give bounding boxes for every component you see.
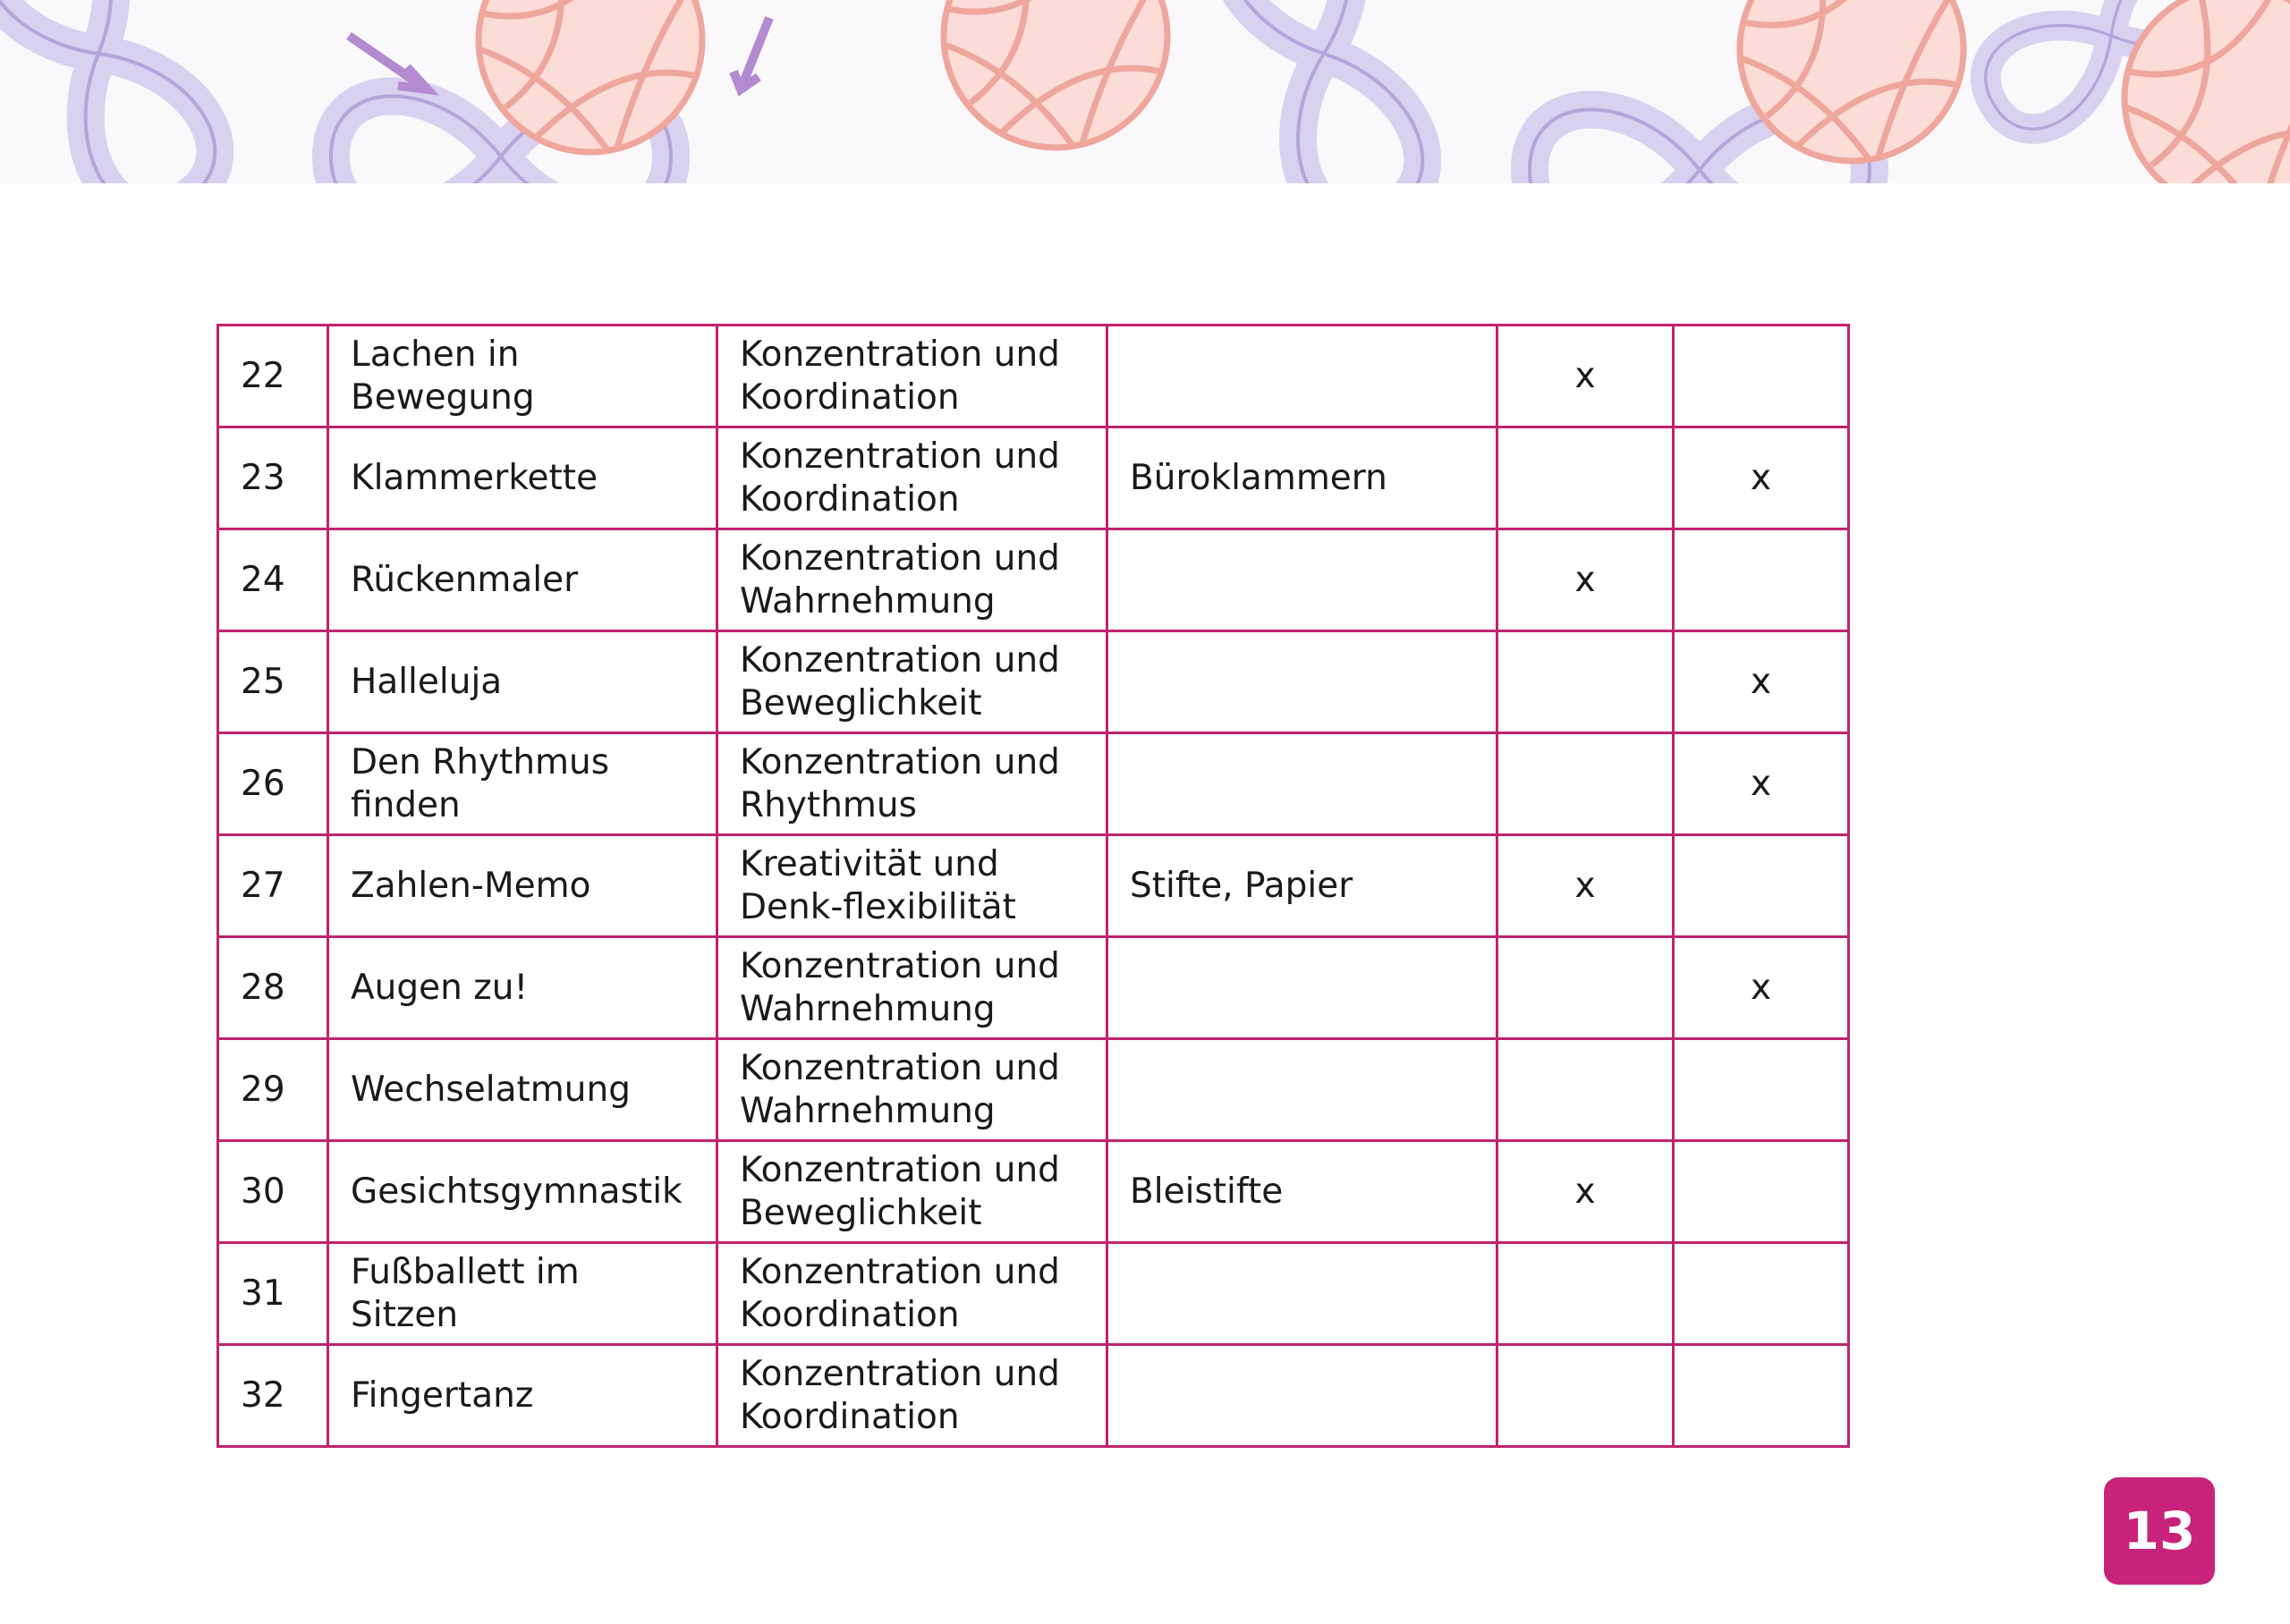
exercise-material [1107, 1345, 1497, 1447]
exercise-focus: Konzentration und Koordination [717, 1345, 1107, 1447]
exercise-focus: Konzentration und Koordination [717, 1243, 1107, 1345]
table-row [218, 427, 1849, 529]
exercise-name: Den Rhythmus finden [328, 733, 717, 835]
exercise-material [1107, 631, 1497, 733]
table-row [218, 1345, 1849, 1447]
exercise-material [1107, 529, 1497, 631]
exercise-mark-2 [1674, 1039, 1849, 1141]
exercise-material: Stifte, Papier [1107, 835, 1497, 937]
decorative-banner [0, 0, 2290, 183]
exercise-name: Halleluja [328, 631, 717, 733]
exercise-mark-2: x [1674, 733, 1849, 835]
exercise-name: Fußballett im Sitzen [328, 1243, 717, 1345]
exercise-focus: Kreativität und Denk-flexibilität [717, 835, 1107, 937]
exercise-focus: Konzentration und Rhythmus [717, 733, 1107, 835]
exercise-name: Augen zu! [328, 937, 717, 1039]
table-row [218, 326, 1849, 427]
exercise-name: Fingertanz [328, 1345, 717, 1447]
table-row [218, 1243, 1849, 1345]
exercise-mark-2: x [1674, 427, 1849, 529]
exercise-material [1107, 326, 1497, 427]
exercise-mark-1: x [1497, 835, 1674, 937]
exercise-number: 28 [218, 937, 328, 1039]
exercise-name: Klammerkette [328, 427, 717, 529]
exercise-table [216, 324, 1850, 1448]
exercise-mark-2 [1674, 326, 1849, 427]
exercise-number: 30 [218, 1141, 328, 1243]
exercise-mark-2 [1674, 529, 1849, 631]
exercise-mark-2: x [1674, 937, 1849, 1039]
table-row [218, 937, 1849, 1039]
exercise-number: 27 [218, 835, 328, 937]
exercise-focus: Konzentration und Koordination [717, 326, 1107, 427]
table-row [218, 1039, 1849, 1141]
exercise-mark-2 [1674, 1141, 1849, 1243]
table-row [218, 529, 1849, 631]
exercise-number: 22 [218, 326, 328, 427]
page-number-badge: 13 [2104, 1477, 2215, 1585]
exercise-mark-1: x [1497, 529, 1674, 631]
table-row [218, 1141, 1849, 1243]
exercise-focus: Konzentration und Wahrnehmung [717, 937, 1107, 1039]
exercise-mark-1 [1497, 631, 1674, 733]
banner-pattern [0, 0, 2290, 183]
exercise-mark-1 [1497, 733, 1674, 835]
exercise-number: 26 [218, 733, 328, 835]
table-row [218, 631, 1849, 733]
exercise-number: 24 [218, 529, 328, 631]
exercise-mark-1 [1497, 1039, 1674, 1141]
exercise-mark-2 [1674, 1243, 1849, 1345]
exercise-mark-1 [1497, 937, 1674, 1039]
exercise-mark-1: x [1497, 1141, 1674, 1243]
exercise-mark-1: x [1497, 326, 1674, 427]
exercise-mark-2: x [1674, 631, 1849, 733]
exercise-number: 32 [218, 1345, 328, 1447]
exercise-number: 23 [218, 427, 328, 529]
exercise-focus: Konzentration und Koordination [717, 427, 1107, 529]
table-row [218, 733, 1849, 835]
exercise-material [1107, 1039, 1497, 1141]
exercise-focus: Konzentration und Wahrnehmung [717, 1039, 1107, 1141]
exercise-material [1107, 1243, 1497, 1345]
exercise-material [1107, 733, 1497, 835]
exercise-name: Wechselatmung [328, 1039, 717, 1141]
exercise-mark-2 [1674, 835, 1849, 937]
exercise-focus: Konzentration und Wahrnehmung [717, 529, 1107, 631]
exercise-mark-1 [1497, 1345, 1674, 1447]
exercise-table-body [218, 326, 1849, 1447]
exercise-name: Lachen in Bewegung [328, 326, 717, 427]
exercise-number: 25 [218, 631, 328, 733]
exercise-mark-1 [1497, 427, 1674, 529]
exercise-mark-2 [1674, 1345, 1849, 1447]
exercise-mark-1 [1497, 1243, 1674, 1345]
exercise-material [1107, 937, 1497, 1039]
exercise-focus: Konzentration und Beweglichkeit [717, 1141, 1107, 1243]
exercise-material: Büroklammern [1107, 427, 1497, 529]
exercise-name: Gesichtsgymnastik [328, 1141, 717, 1243]
exercise-material: Bleistifte [1107, 1141, 1497, 1243]
exercise-number: 31 [218, 1243, 328, 1345]
exercise-name: Zahlen-Memo [328, 835, 717, 937]
exercise-number: 29 [218, 1039, 328, 1141]
table-row [218, 835, 1849, 937]
exercise-name: Rückenmaler [328, 529, 717, 631]
exercise-focus: Konzentration und Beweglichkeit [717, 631, 1107, 733]
